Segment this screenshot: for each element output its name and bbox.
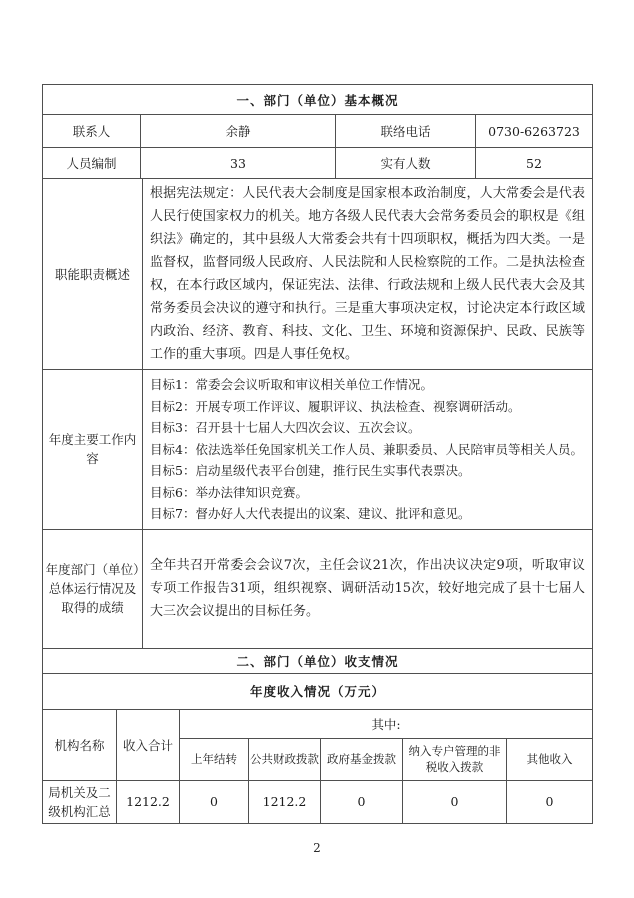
other-income-header: 其他收入 xyxy=(507,738,593,780)
other-income-cell: 0 xyxy=(507,780,593,823)
contact-value: 余静 xyxy=(141,115,336,148)
section1-header-row xyxy=(43,85,593,115)
staffing-row xyxy=(43,148,593,179)
special-account-cell: 0 xyxy=(403,780,507,823)
section2-header-table xyxy=(42,648,593,710)
duties-row xyxy=(43,179,593,370)
annual-work-goals xyxy=(143,370,593,530)
duties-text: 根据宪法规定：人民代表大会制度是国家根本政治制度，人大常委会是代表人民行使国家权力的机关。地方各级人民代表大会常务委员会的职权是《组织法》确定的，其中县级人大常委会共有十四项职权，概括为四大类。一是监督权，监督同级人民政府、人民法院和人民检察院的工作。二是执法检查权，在本行政区域内，保证宪法、法律、行政法规和上级人民代表大会及其常务委员会决议的遵守和执行。三是重大事项决定权，讨论决定本行政区域内政治、经济、教育、科技、文化、卫生、环境和资源保护、民政、民族等工作的重大事项。四是人事任免权。 xyxy=(143,179,593,370)
goal-item: 目标6：举办法律知识竞赛。 xyxy=(150,484,308,500)
public-finance-header: 公共财政拨款 xyxy=(249,738,321,780)
public-finance-cell: 1212.2 xyxy=(249,780,321,823)
gov-fund-cell: 0 xyxy=(321,780,403,823)
goal-item: 目标3：召开县十七届人大四次会议、五次会议。 xyxy=(150,420,421,435)
headcount-label: 实有人数 xyxy=(336,148,476,179)
page-number: 2 xyxy=(313,841,321,855)
phone-label: 联络电话 xyxy=(336,115,476,148)
income-header-row-1 xyxy=(43,709,593,738)
basic-info-table xyxy=(42,84,593,179)
contact-label: 联系人 xyxy=(43,115,141,148)
annual-work-row xyxy=(43,370,593,530)
staffing-label: 人员编制 xyxy=(43,148,141,179)
duties-label: 职能职责概述 xyxy=(43,179,143,370)
special-account-header: 纳入专户管理的非税收入拨款 xyxy=(403,738,507,780)
income-data-row xyxy=(43,780,593,823)
report-form xyxy=(42,84,592,824)
goal-item: 目标4：依法选举任免国家机关工作人员、兼职委员、人民陪审员等相关人员。 xyxy=(150,441,583,457)
goal-item: 目标7：督办好人大代表提出的议案、建议、批评和意见。 xyxy=(150,506,471,521)
goal-item: 目标2：开展专项工作评议、履职评议、执法检查、视察调研活动。 xyxy=(150,398,521,414)
annual-work-label: 年度主要工作内容 xyxy=(43,370,143,530)
goal-item: 目标5：启动星级代表平台创建，推行民生实事代表票决。 xyxy=(150,463,471,478)
phone-value: 0730-6263723 xyxy=(476,115,593,148)
staffing-value: 33 xyxy=(141,148,336,179)
narrative-table xyxy=(42,178,593,649)
income-table xyxy=(42,709,593,824)
summary-label: 年度部门（单位）总体运行情况及取得的成绩 xyxy=(43,529,143,648)
section2-title: 二、部门（单位）收支情况 xyxy=(43,648,593,673)
section1-title: 一、部门（单位）基本概况 xyxy=(43,85,593,115)
income-title-row xyxy=(43,673,593,709)
org-name-cell: 局机关及二级机构汇总 xyxy=(43,780,117,823)
carryover-cell: 0 xyxy=(180,780,249,823)
income-total-header: 收入合计 xyxy=(117,709,180,780)
income-total-cell: 1212.2 xyxy=(117,780,180,823)
summary-row xyxy=(43,529,593,648)
contact-row xyxy=(43,115,593,148)
gov-fund-header: 政府基金拨款 xyxy=(321,738,403,780)
headcount-value: 52 xyxy=(476,148,593,179)
summary-text: 全年共召开常委会会议7次，主任会议21次，作出决议决定9项，听取审议专项工作报告31项，组织视察、调研活动15次，较好地完成了县十七届人大三次会议提出的目标任务。 xyxy=(143,529,593,648)
org-name-header: 机构名称 xyxy=(43,709,117,780)
among-which-header: 其中: xyxy=(180,709,593,738)
section2-header-row xyxy=(43,648,593,673)
goal-item: 目标1：常委会会议听取和审议相关单位工作情况。 xyxy=(150,377,433,392)
carryover-header: 上年结转 xyxy=(180,738,249,780)
income-title: 年度收入情况（万元） xyxy=(43,673,593,709)
